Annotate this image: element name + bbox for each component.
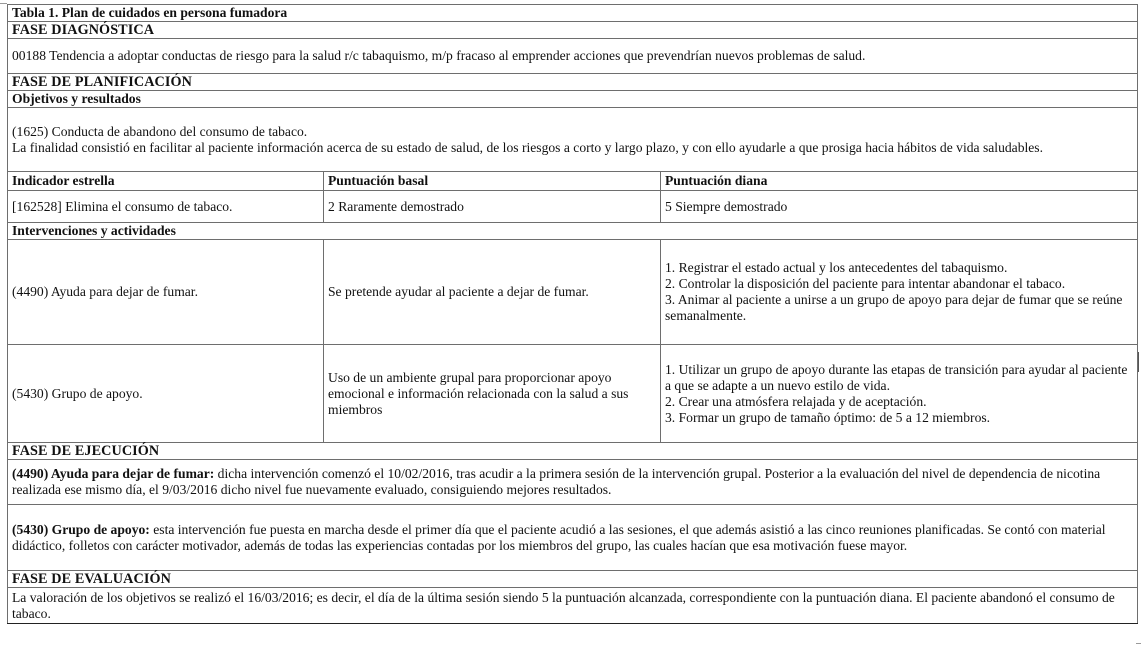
indicator-basal-score: 2 Raramente demostrado [324, 191, 661, 223]
page-corner-mark-bottom [1136, 643, 1141, 644]
intervention-description: Uso de un ambiente grupal para proporcionar apoyo emocional e información relacionada con la salud a sus miembros [324, 345, 661, 443]
indicator-header-target: Puntuación diana [661, 172, 1138, 191]
indicator-header-basal: Puntuación basal [324, 172, 661, 191]
objectives-heading: Objetivos y resultados [8, 91, 1138, 108]
activity-item: 1. Registrar el estado actual y los antecedentes del tabaquismo. [665, 260, 1008, 275]
indicator-row [8, 191, 1138, 223]
indicator-header-row [8, 172, 1138, 191]
indicator-header-star: Indicador estrella [8, 172, 324, 191]
intervention-name: (5430) Grupo de apoyo. [8, 345, 324, 443]
intervention-name: (4490) Ayuda para dejar de fumar. [8, 240, 324, 345]
intervention-row [8, 345, 1138, 443]
execution-entry-row [8, 505, 1138, 571]
evaluation-text-row [8, 588, 1138, 624]
objectives-header-row [8, 91, 1138, 108]
care-plan-table [7, 4, 1138, 624]
objectives-text-row [8, 108, 1138, 172]
table-title: Tabla 1. Plan de cuidados en persona fumadora [8, 5, 1138, 22]
execution-entry-label: (5430) Grupo de apoyo: [12, 521, 150, 537]
intervention-activities [661, 240, 1138, 345]
activity-item: 1. Utilizar un grupo de apoyo durante las etapas de transición para ayudar al paciente a que se adapte a un nuevo estilo de vida. [665, 361, 1128, 393]
intervention-row [8, 240, 1138, 345]
objectives-cell [8, 108, 1138, 172]
execution-entry [8, 460, 1138, 505]
objective-code: (1625) Conducta de abandono del consumo de tabaco. [12, 123, 308, 139]
execution-entry-text: esta intervención fue puesta en marcha desde el primer día que el paciente acudió a las sesiones, el que además asistió a las cinco reuniones planificadas. Se contó con material didáctico, folletos con carácter motivador, además de todas las experiencias contadas por los miembros del grupo, las cuales hacían que esa motivación fuese mayor. [12, 521, 1106, 553]
interventions-heading: Intervenciones y actividades [8, 223, 1138, 240]
table-title-row [8, 5, 1138, 22]
activity-item: 3. Animar al paciente a unirse a un grupo de apoyo para dejar de fumar que se reúne semanalmente. [665, 292, 1123, 323]
intervention-description: Se pretende ayudar al paciente a dejar de fumar. [324, 240, 661, 345]
execution-entry-row [8, 460, 1138, 505]
diagnostic-text: 00188 Tendencia a adoptar conductas de riesgo para la salud r/c tabaquismo, m/p fracaso al emprender acciones que prevendrían nuevos problemas de salud. [8, 39, 1138, 74]
execution-entry-text: dicha intervención comenzó el 10/02/2016, tras acudir a la primera sesión de la intervención grupal. Posterior a la evaluación del nivel de dependencia de nicotina realizada ese mismo día, el 9/03/2016 dicho nivel fue nuevamente evaluado, consiguiendo mejores resultados. [12, 466, 1101, 497]
execution-phase-header-row [8, 443, 1138, 460]
execution-phase-heading: FASE DE EJECUCIÓN [8, 443, 1138, 460]
evaluation-phase-header-row [8, 571, 1138, 588]
objective-text: La finalidad consistió en facilitar al paciente información acerca de su estado de salud, de los riesgos a corto y largo plazo, y con ello ayudarle a que prosiga hacia hábitos de vida saludables. [12, 139, 1043, 155]
execution-entry [8, 505, 1138, 571]
activity-item: 3. Formar un grupo de tamaño óptimo: de 5 a 12 miembros. [665, 409, 991, 425]
text-cursor-mark [1138, 352, 1139, 372]
activity-item: 2. Controlar la disposición del paciente para intentar abandonar el tabaco. [665, 276, 1066, 291]
indicator-target-score: 5 Siempre demostrado [661, 191, 1138, 223]
indicator-name: [162528] Elimina el consumo de tabaco. [8, 191, 324, 223]
activity-item: 2. Crear una atmósfera relajada y de aceptación. [665, 393, 927, 409]
page-corner-mark [0, 3, 7, 4]
planning-phase-heading: FASE DE PLANIFICACIÓN [8, 74, 1138, 91]
diagnostic-phase-header-row [8, 22, 1138, 39]
planning-phase-header-row [8, 74, 1138, 91]
evaluation-phase-heading: FASE DE EVALUACIÓN [8, 571, 1138, 588]
diagnostic-text-row [8, 39, 1138, 74]
evaluation-text: La valoración de los objetivos se realizó el 16/03/2016; es decir, el día de la última sesión siendo 5 la puntuación alcanzada, correspondiente con la puntuación diana. El paciente abandonó el consumo de tabaco. [8, 588, 1138, 624]
intervention-activities [661, 345, 1138, 443]
execution-entry-label: (4490) Ayuda para dejar de fumar: [12, 466, 215, 481]
interventions-header-row [8, 223, 1138, 240]
diagnostic-phase-heading: FASE DIAGNÓSTICA [8, 22, 1138, 39]
